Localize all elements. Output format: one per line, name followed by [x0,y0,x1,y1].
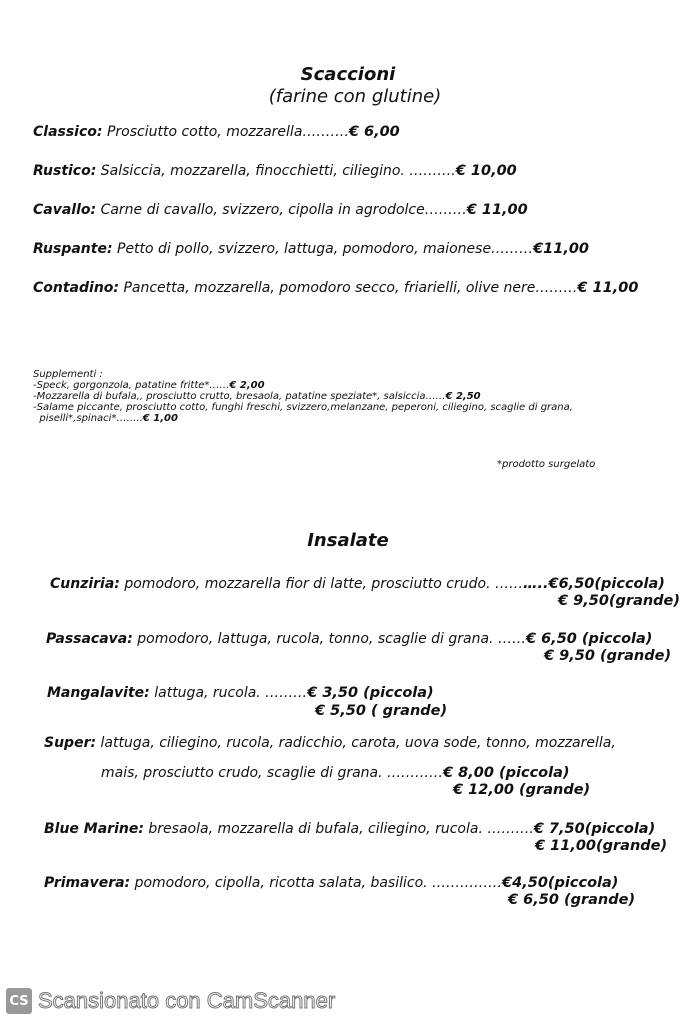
item-name: Classico: [33,124,103,140]
menu-item: Blue Marine: bresaola, mozzarella di bufala, ciliegino, rucola. ……….€ 7,50(piccola) [44,821,656,837]
section-title-insalate: Insalate [307,530,389,551]
item-desc: Pancetta, mozzarella, pomodoro secco, friarielli, olive nere……… [123,280,578,296]
item-name: Contadino: [33,280,120,296]
section-subtitle: (farine con glutine) [268,86,442,107]
supplement-line: -Speck, gorgonzola, patatine fritte*……€ 2,00 [33,380,265,391]
camscanner-logo-icon: CS [6,988,32,1014]
menu-item [33,202,528,218]
supplements-title: Supplementi : [33,369,103,380]
supplement-line: -Mozzarella di bufala,, prosciutto crutto, bresaola, patatine speziate*, salsiccia……€ 2,50 [33,391,481,402]
item-price: € 11,00 [577,280,639,296]
menu-item [33,280,638,296]
item-price-large: € 5,50 ( grande) [315,703,448,719]
menu-item: Passacava: pomodoro, lattuga, rucola, tonno, scaglie di grana. ……€ 6,50 (piccola) [46,631,653,647]
menu-item: Mangalavite: lattuga, rucola. ………€ 3,50 (piccola) [47,685,434,701]
menu-item [33,241,589,257]
menu-item-continued: mais, prosciutto crudo, scaglie di grana. …………€ 8,00 (piccola) [101,765,570,781]
section-title-scaccioni: Scaccioni [300,64,396,85]
watermark-text: Scansionato con CamScanner [38,988,336,1013]
menu-item: Super: lattuga, ciliegino, rucola, radicchio, carota, uova sode, tonno, mozzarella, [44,735,616,751]
item-price-large: € 6,50 (grande) [508,892,636,908]
item-price: € 11,00 [466,202,528,218]
item-price-large: € 11,00(grande) [535,838,668,854]
item-name: Ruspante: [33,241,113,257]
frozen-note: *prodotto surgelato [497,459,596,470]
menu-item [33,124,400,140]
item-name: Cavallo: [33,202,97,218]
item-desc: Petto di pollo, svizzero, lattuga, pomodoro, maionese……… [117,241,534,257]
camscanner-watermark [6,988,335,1014]
supplement-line: piselli*,spinaci*……..€ 1,00 [33,413,178,424]
item-price: €11,00 [533,241,590,257]
item-price-large: € 9,50 (grande) [544,648,672,664]
item-price: € 6,00 [348,124,400,140]
supplement-line: -Salame piccante, prosciutto cotto, funghi freschi, svizzero,melanzane, peperoni, ciliegino, scaglie di grana, [33,402,573,413]
item-desc: Salsiccia, mozzarella, finocchietti, ciliegino. ………. [100,163,456,179]
item-desc: Carne di cavallo, svizzero, cipolla in agrodolce……… [100,202,467,218]
menu-item: Cunziria: pomodoro, mozzarella fior di latte, prosciutto crudo. ………..€6,50(piccola) [50,576,665,592]
menu-item [33,163,517,179]
item-price-large: € 12,00 (grande) [453,782,591,798]
item-price: € 10,00 [455,163,517,179]
supplements [33,369,573,424]
item-desc: Prosciutto cotto, mozzarella………. [106,124,349,140]
item-price-large: € 9,50(grande) [558,593,681,609]
item-name: Rustico: [33,163,97,179]
menu-item: Primavera: pomodoro, cipolla, ricotta salata, basilico. ……………€4,50(piccola) [44,875,619,891]
